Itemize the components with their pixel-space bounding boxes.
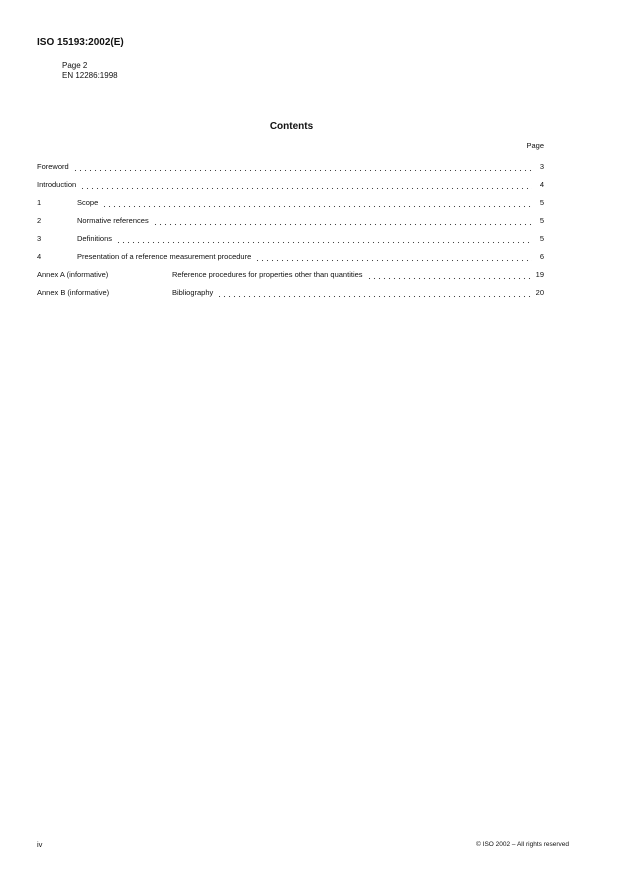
dot-leader xyxy=(255,252,532,262)
footer-page-number: iv xyxy=(37,840,43,849)
page-column-label: Page xyxy=(526,141,544,150)
toc-title: Presentation of a reference measurement procedure xyxy=(77,252,252,261)
toc-page: 5 xyxy=(539,216,544,225)
toc-number: Annex A (informative) xyxy=(37,270,109,279)
toc-title: Introduction xyxy=(37,180,77,189)
toc-page: 6 xyxy=(539,252,544,261)
page-ref: Page 2 xyxy=(62,61,88,70)
toc-entry-annex-b[interactable] xyxy=(37,288,544,298)
footer-copyright: © ISO 2002 – All rights reserved xyxy=(476,841,569,848)
toc-title: Reference procedures for properties other than quantities xyxy=(172,270,363,279)
toc-page: 20 xyxy=(535,288,544,297)
toc-title: Definitions xyxy=(77,234,113,243)
en-ref: EN 12286:1998 xyxy=(62,71,118,80)
toc-entry-normative-references[interactable] xyxy=(37,216,544,226)
dot-leader xyxy=(80,180,532,190)
toc-page: 4 xyxy=(539,180,544,189)
toc-number: 1 xyxy=(37,198,42,207)
toc-entry-scope[interactable] xyxy=(37,198,544,208)
toc-entry-introduction[interactable] xyxy=(37,180,544,190)
toc-title: Scope xyxy=(77,198,99,207)
toc-page: 19 xyxy=(535,270,544,279)
document-id: ISO 15193:2002(E) xyxy=(37,37,124,48)
dot-leader xyxy=(116,234,532,244)
toc-title: Foreword xyxy=(37,162,69,171)
contents-title: Contents xyxy=(269,121,314,132)
dot-leader xyxy=(153,216,532,226)
dot-leader xyxy=(367,270,532,280)
dot-leader xyxy=(217,288,531,298)
toc-title: Bibliography xyxy=(172,288,214,297)
toc-page: 3 xyxy=(539,162,544,171)
toc-number: 4 xyxy=(37,252,42,261)
dot-leader xyxy=(73,162,532,172)
page-reference xyxy=(62,61,118,81)
toc-entry-foreword[interactable] xyxy=(37,162,544,172)
toc-page: 5 xyxy=(539,234,544,243)
dot-leader xyxy=(102,198,532,208)
toc-number: Annex B (informative) xyxy=(37,288,110,297)
toc-entry-presentation[interactable] xyxy=(37,252,544,262)
toc-entry-definitions[interactable] xyxy=(37,234,544,244)
toc-number: 3 xyxy=(37,234,42,243)
toc-entry-annex-a[interactable] xyxy=(37,270,544,280)
toc-title: Normative references xyxy=(77,216,149,225)
toc-number: 2 xyxy=(37,216,42,225)
toc-page: 5 xyxy=(539,198,544,207)
